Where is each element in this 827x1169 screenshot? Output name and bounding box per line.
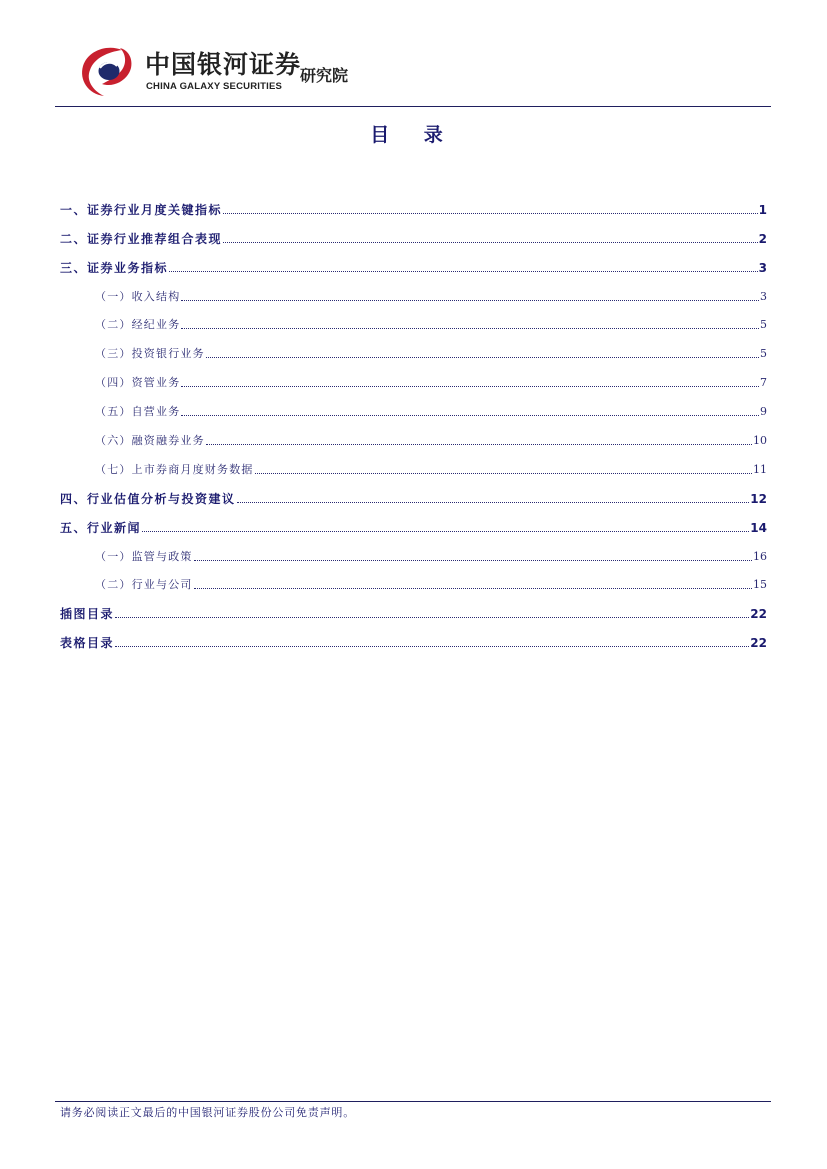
- toc-dot-leader: [181, 415, 759, 416]
- toc-entry-label: （六）融资融券业务: [95, 434, 205, 448]
- toc-dot-leader: [223, 213, 758, 214]
- toc-dot-leader: [181, 328, 759, 329]
- toc-dot-leader: [181, 386, 759, 387]
- toc-entry-page-number: 5: [760, 347, 767, 361]
- toc-entry-label: 四、行业估值分析与投资建议: [60, 491, 236, 506]
- footer-divider: [55, 1101, 771, 1102]
- toc-entry-subsection[interactable]: [60, 419, 767, 448]
- toc-entry-label: （四）资管业务: [95, 376, 181, 390]
- page-header: [0, 0, 827, 108]
- toc-entry-page-number: 1: [758, 202, 767, 217]
- toc-entry-label: （七）上市券商月度财务数据: [95, 462, 254, 476]
- toc-entry-page-number: 22: [750, 607, 767, 622]
- toc-entry-label: 五、行业新闻: [60, 520, 142, 535]
- toc-entry-section[interactable]: [60, 477, 767, 506]
- toc-title: 目 录: [370, 124, 457, 146]
- toc-entry-subsection[interactable]: [60, 304, 767, 333]
- toc-entry-label: 二、证券行业推荐组合表现: [60, 231, 223, 246]
- logo-institute-label: 研究院: [300, 66, 349, 85]
- toc-entry-label: 三、证券业务指标: [60, 260, 169, 275]
- toc-entry-page-number: 3: [758, 260, 767, 275]
- toc-dot-leader: [255, 473, 752, 474]
- toc-dot-leader: [115, 617, 749, 618]
- china-galaxy-logo-icon: [78, 44, 136, 98]
- toc-entry-page-number: 5: [760, 318, 767, 332]
- toc-entry-subsection[interactable]: [60, 361, 767, 390]
- toc-entry-page-number: 12: [750, 491, 767, 506]
- toc-entry-subsection[interactable]: [60, 535, 767, 564]
- toc-entry-page-number: 22: [750, 636, 767, 651]
- toc-entry-label: 表格目录: [60, 636, 115, 651]
- toc-entry-subsection[interactable]: [60, 275, 767, 304]
- toc-entry-page-number: 10: [753, 434, 767, 448]
- logo-english-name: CHINA GALAXY SECURITIES: [146, 81, 283, 92]
- toc-dot-leader: [206, 444, 752, 445]
- toc-entry-page-number: 15: [753, 578, 767, 592]
- toc-dot-leader: [181, 300, 759, 301]
- toc-dot-leader: [169, 271, 758, 272]
- toc-entry-label: （一）收入结构: [95, 289, 181, 303]
- toc-dot-leader: [194, 588, 752, 589]
- header-divider: [55, 106, 771, 107]
- toc-entry-subsection[interactable]: [60, 448, 767, 477]
- toc-dot-leader: [115, 646, 749, 647]
- toc-entry-page-number: 9: [760, 405, 767, 419]
- toc-entry-label: （二）经纪业务: [95, 318, 181, 332]
- toc-dot-leader: [142, 531, 749, 532]
- toc-entry-page-number: 14: [750, 520, 767, 535]
- toc-entry-section[interactable]: [60, 506, 767, 535]
- toc-entry-section[interactable]: [60, 621, 767, 650]
- toc-dot-leader: [206, 357, 759, 358]
- toc-entry-subsection[interactable]: [60, 332, 767, 361]
- toc-entry-section[interactable]: [60, 217, 767, 246]
- toc-entry-subsection[interactable]: [60, 564, 767, 593]
- toc-entry-label: （二）行业与公司: [95, 578, 193, 592]
- toc-entry-label: （一）监管与政策: [95, 549, 193, 563]
- footer-disclaimer: 请务必阅读正文最后的中国银河证券股份公司免责声明。: [60, 1106, 355, 1119]
- toc-entry-subsection[interactable]: [60, 390, 767, 419]
- toc-dot-leader: [223, 242, 758, 243]
- logo-chinese-name: 中国银河证券: [145, 50, 302, 79]
- toc-entry-section[interactable]: [60, 246, 767, 275]
- toc-entry-page-number: 11: [753, 462, 767, 476]
- toc-entry-page-number: 16: [753, 549, 767, 563]
- toc-entry-label: 一、证券行业月度关键指标: [60, 202, 223, 217]
- toc-entry-label: （五）自营业务: [95, 405, 181, 419]
- toc-dot-leader: [237, 502, 750, 503]
- toc-entry-label: 插图目录: [60, 607, 115, 622]
- toc-entry-label: （三）投资银行业务: [95, 347, 205, 361]
- toc-entry-page-number: 3: [760, 289, 767, 303]
- toc-entry-section[interactable]: [60, 592, 767, 621]
- toc-dot-leader: [194, 560, 752, 561]
- toc-entry-page-number: 7: [760, 376, 767, 390]
- toc-entry-section[interactable]: [60, 188, 767, 217]
- toc-entry-page-number: 2: [758, 231, 767, 246]
- table-of-contents: [60, 188, 767, 650]
